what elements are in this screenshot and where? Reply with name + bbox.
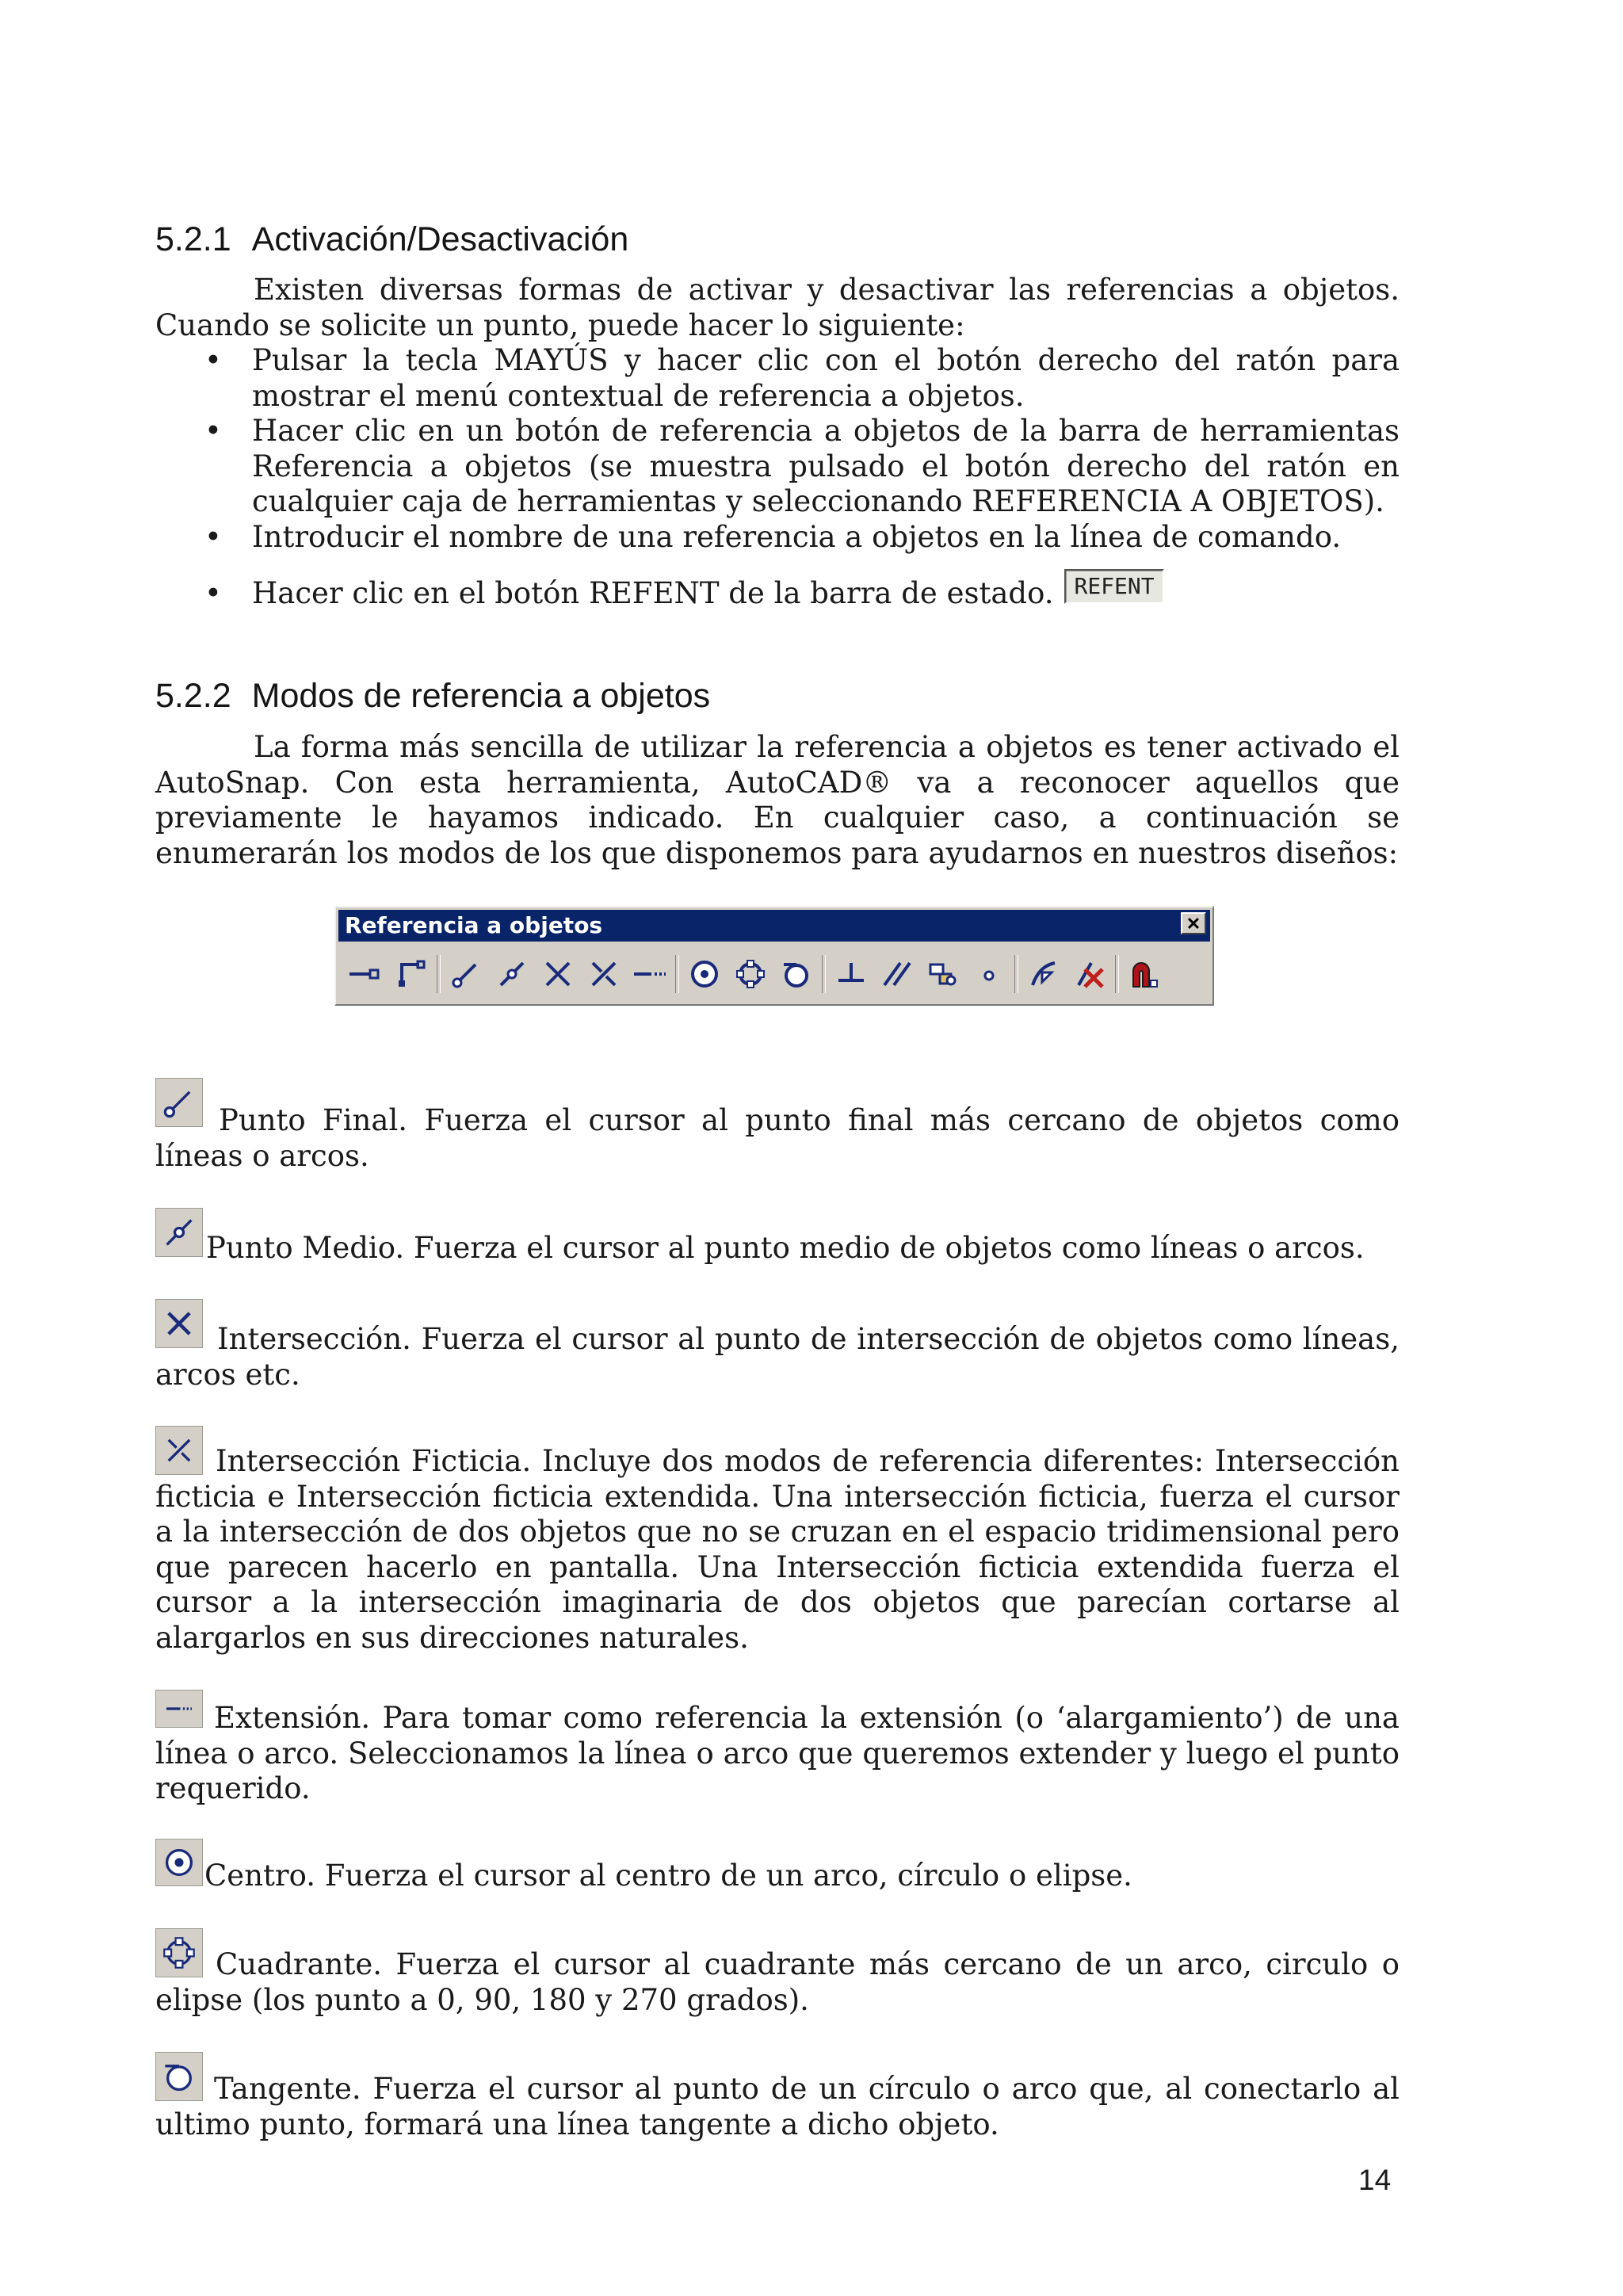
bullet-item: • Pulsar la tecla MAYÚS y hacer clic con el botón derecho del ratón para mostrar el menú contextual de referencia a objetos.: [155, 343, 1400, 414]
bullet-list: [155, 343, 1400, 555]
object-snap-toolbar: [334, 906, 1214, 1006]
tangent-icon[interactable]: [773, 951, 819, 997]
section-intro-paragraph: Existen diversas formas de activar y desactivar las referencias a objetos. Cuando se solicite un punto, puede hacer lo siguiente:: [155, 273, 1400, 342]
temporary-tracking-icon[interactable]: [342, 951, 388, 997]
mode-description: Intersección. Fuerza el cursor al punto de intersección de objetos como líneas, arcos etc.: [155, 1322, 1400, 1392]
section-intro-paragraph: La forma más sencilla de utilizar la referencia a objetos es tener activado el AutoSnap. Con esta herramienta, AutoCAD® va a reconocer aquellos que previamente le hayamos indicado. En cualquier caso, a continuación se enumerarán los modos de los que disponemos para ayudarnos en nuestros diseños:: [155, 730, 1400, 870]
perpendicular-icon[interactable]: [828, 951, 874, 997]
toolbar-separator: [437, 955, 441, 993]
midpoint-icon[interactable]: [489, 951, 535, 997]
bullet-item: • Introducir el nombre de una referencia a objetos en la línea de comando.: [155, 520, 1400, 556]
toolbar-separator: [675, 955, 679, 993]
apparent-intersection-icon[interactable]: [581, 951, 627, 997]
toolbar-separator: [1014, 955, 1018, 993]
section-title: Activación/Desactivación: [251, 220, 629, 258]
bullet-text: Hacer clic en el botón REFENT de la barra de estado.: [252, 576, 1054, 610]
extension-icon[interactable]: [627, 951, 673, 997]
mode-description: Cuadrante. Fuerza el cursor al cuadrante más cercano de un arco, circulo o elipse (los punto a 0, 90, 180 y 270 grados).: [155, 1947, 1400, 2017]
section-title: Modos de referencia a objetos: [251, 677, 711, 715]
mode-description: Extensión. Para tomar como referencia la extensión (o ‘alargamiento’) de una línea o arco. Seleccionamos la línea o arco que queremos extender y luego el punto requerido.: [155, 1701, 1400, 1805]
page-number: 14: [1358, 2164, 1392, 2196]
nearest-icon[interactable]: [1021, 951, 1067, 997]
bullet-list-last: [155, 572, 1400, 613]
section-heading-5-2-2: [155, 677, 710, 716]
bullet-item: • Hacer clic en un botón de referencia a objetos de la barra de herramientas Referencia a objetos (se muestra pulsado el botón derecho del ratón en cualquier caja de herramientas y seleccionando REFERENCIA A OBJETOS).: [155, 414, 1400, 520]
section-heading-5-2-1: [155, 220, 628, 259]
toolbar-buttons: [342, 949, 1167, 999]
section-number: 5.2.1: [155, 220, 231, 258]
bullet-item: [155, 572, 1400, 613]
mode-description: Centro. Fuerza el cursor al centro de un arco, círculo o elipse.: [204, 1859, 1132, 1893]
quadrant-icon[interactable]: [727, 951, 773, 997]
mode-description: Punto Medio. Fuerza el cursor al punto medio de objetos como líneas o arcos.: [206, 1231, 1365, 1265]
insertion-icon[interactable]: [920, 951, 966, 997]
node-icon[interactable]: [966, 951, 1012, 997]
intersection-icon[interactable]: [535, 951, 581, 997]
toolbar-title: Referencia a objetos: [338, 910, 1210, 942]
osnap-settings-icon[interactable]: [1121, 951, 1167, 997]
parallel-icon[interactable]: [874, 951, 920, 997]
toolbar-separator: [822, 955, 826, 993]
mode-description: Tangente. Fuerza el cursor al punto de un círculo o arco que, al conectarlo al ultimo punto, formará una línea tangente a dicho objeto.: [155, 2072, 1400, 2141]
snap-from-icon[interactable]: [388, 951, 434, 997]
endpoint-icon[interactable]: [443, 951, 489, 997]
section-number: 5.2.2: [155, 677, 231, 715]
none-icon[interactable]: [1067, 951, 1113, 997]
close-icon[interactable]: ✕: [1181, 912, 1206, 934]
mode-description: Punto Final. Fuerza el cursor al punto final más cercano de objetos como líneas o arcos.: [155, 1103, 1400, 1173]
center-icon[interactable]: [682, 951, 727, 997]
refent-button[interactable]: REFENT: [1064, 569, 1163, 604]
toolbar-separator: [1115, 955, 1119, 993]
mode-description: Intersección Ficticia. Incluye dos modos de referencia diferentes: Intersección ficticia e Intersección ficticia extendida. Una intersección ficticia, fuerza el cursor a la intersección de dos objetos que no se cruzan en el espacio tridimensional pero que parecen hacerlo en pantalla. Una Intersección ficticia extendida fuerza el cursor a la intersección imaginaria de dos objetos que parecían cortarse al alargarlos en sus direcciones naturales.: [155, 1444, 1400, 1655]
